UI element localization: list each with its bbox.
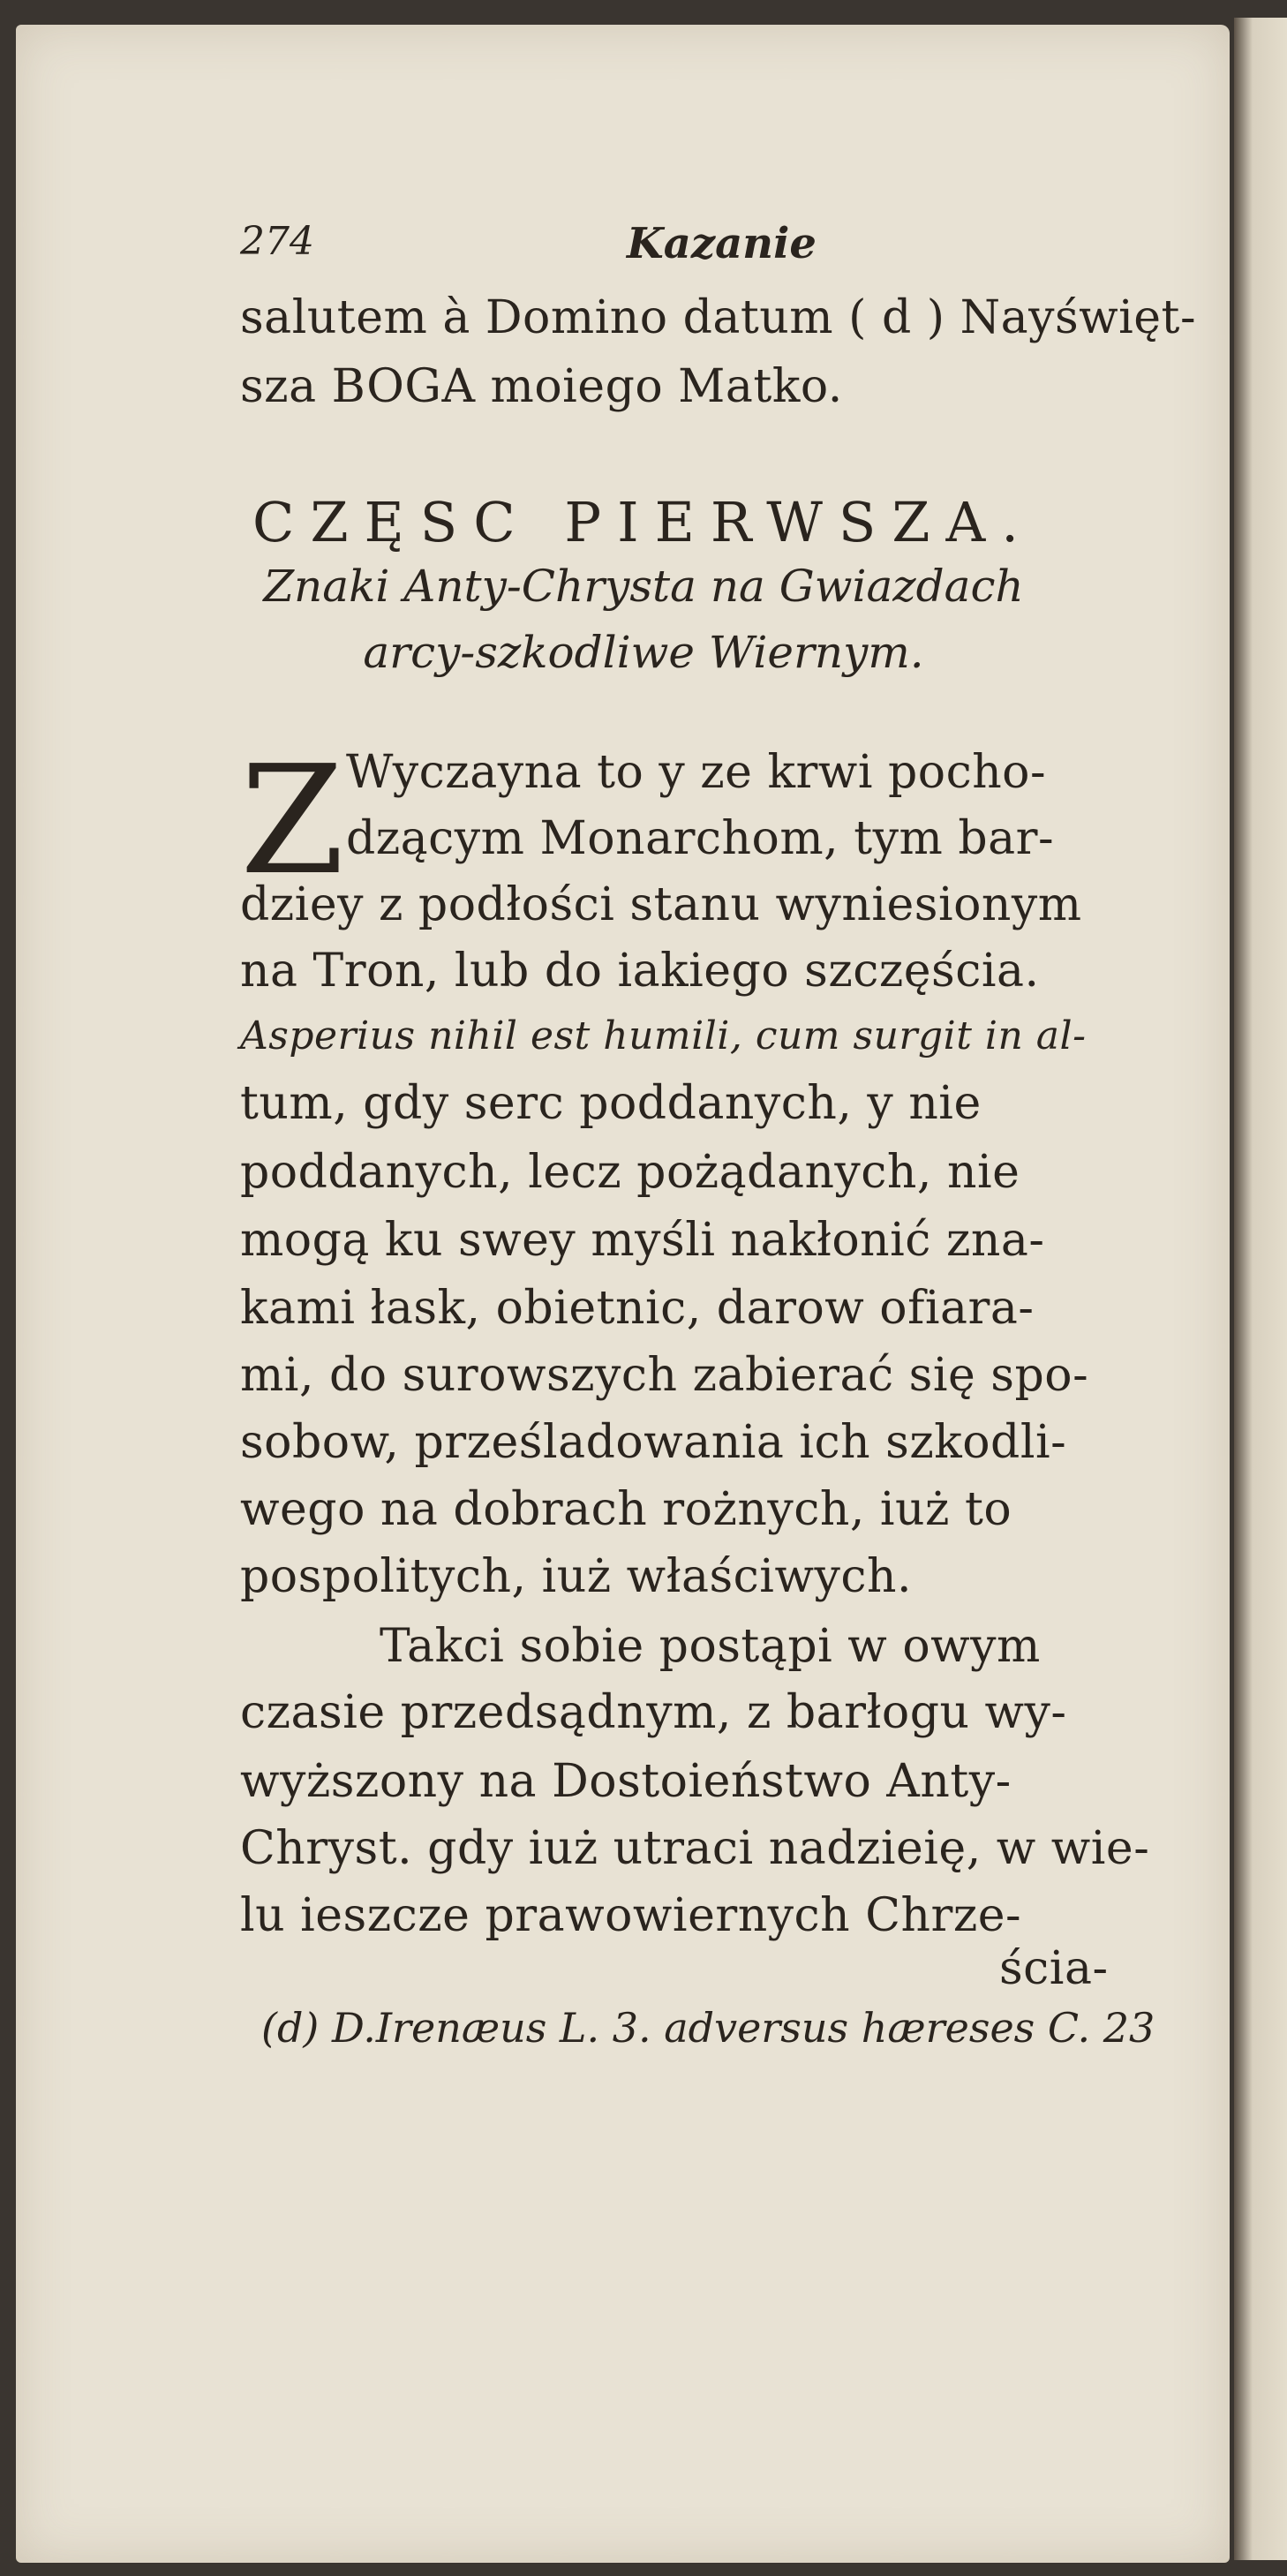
section-subheading-2: arcy-szkodliwe Wiernym. bbox=[363, 627, 924, 678]
running-title: Kazanie bbox=[627, 219, 817, 268]
paragraph2-line: lu ieszcze prawowiernych Chrze- bbox=[240, 1889, 1022, 1942]
catchword: ścia- bbox=[999, 1942, 1109, 1995]
paragraph1-line: dzącym Monarchom, tym bar- bbox=[346, 812, 1055, 865]
paragraph1-line: mogą ku swey myśli nakłonić zna- bbox=[240, 1214, 1045, 1267]
paragraph1-line: tum, gdy serc poddanych, y nie bbox=[240, 1077, 982, 1130]
section-heading: CZĘSC PIERWSZA. bbox=[252, 490, 1035, 554]
paragraph1-line: sobow, prześladowania ich szkodli- bbox=[240, 1416, 1067, 1469]
paragraph1-line: pospolitych, iuż właściwych. bbox=[240, 1550, 912, 1603]
paragraph1-latin-line: Asperius nihil est humili, cum surgit in al- bbox=[240, 1013, 1087, 1058]
next-page-edge bbox=[1234, 18, 1287, 2560]
opening-line-1: salutem à Domino datum ( d ) Nayświęt- bbox=[240, 291, 1197, 344]
footnote: (d) D.Irenæus L. 3. adversus hæreses C. 23 bbox=[261, 2004, 1155, 2052]
paragraph1-line: dziey z podłości stanu wyniesionym bbox=[240, 878, 1082, 931]
section-subheading-1: Znaki Anty-Chrysta na Gwiazdach bbox=[263, 561, 1024, 612]
paragraph2-line: wyższony na Dostoieństwo Anty- bbox=[240, 1755, 1012, 1808]
paragraph1-line: Wyczayna to y ze krwi pocho- bbox=[346, 746, 1047, 799]
paragraph1-line: wego na dobrach rożnych, iuż to bbox=[240, 1483, 1012, 1536]
paragraph1-line: mi, do surowszych zabierać się spo- bbox=[240, 1349, 1089, 1402]
opening-line-2: sza BOGA moiego Matko. bbox=[240, 360, 843, 413]
paragraph1-line: poddanych, lecz pożądanych, nie bbox=[240, 1146, 1020, 1199]
paragraph2-line: Takci sobie postąpi w owym bbox=[380, 1620, 1041, 1673]
paragraph1-line: na Tron, lub do iakiego szczęścia. bbox=[240, 945, 1040, 998]
drop-cap: Z bbox=[240, 734, 345, 908]
page-number: 274 bbox=[240, 219, 314, 264]
paragraph2-line: czasie przedsądnym, z barłogu wy- bbox=[240, 1686, 1067, 1739]
paragraph1-line: kami łask, obietnic, darow ofiara- bbox=[240, 1282, 1035, 1335]
paragraph2-line: Chryst. gdy iuż utraci nadzieię, w wie- bbox=[240, 1822, 1150, 1875]
